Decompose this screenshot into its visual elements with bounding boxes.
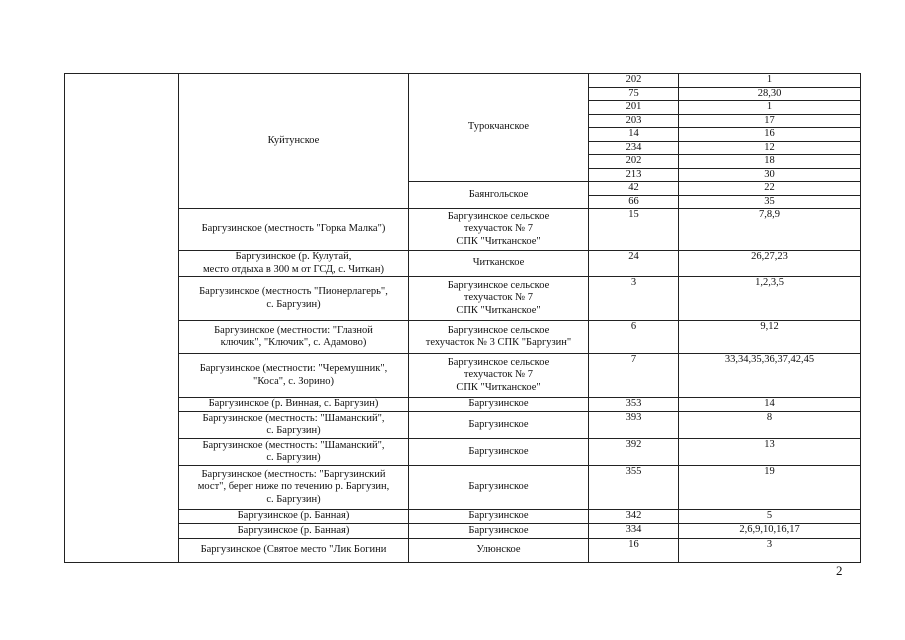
section-cell: 3 [679,539,861,563]
place-cell: Баргузинское (р. Банная) [179,524,409,539]
place-cell: Баргузинское (местности: "Черемушник", "Коса", с. Зорино) [179,354,409,398]
hunt-area-cell: Читканское [409,251,589,277]
place-cell: Баргузинское (местность: "Шаманский", с. Баргузин) [179,412,409,439]
section-cell: 17 [679,114,861,128]
quarter-cell: 16 [589,539,679,563]
place-cell: Баргузинское (р. Винная, с. Баргузин) [179,398,409,412]
hunt-area-cell: Баргузинское [409,412,589,439]
place-cell: Баргузинское (местность: "Баргузинский мост", берег ниже по течению р. Баргузин, с. Баргузин) [179,466,409,510]
quarter-cell: 3 [589,277,679,321]
section-cell: 1 [679,101,861,115]
hunt-area-cell: Баргузинское [409,524,589,539]
quarter-cell: 75 [589,87,679,101]
table-row [65,74,861,88]
section-cell: 19 [679,466,861,510]
section-cell: 16 [679,128,861,142]
section-cell: 2,6,9,10,16,17 [679,524,861,539]
sub-area-cell: Баянгольское [409,182,589,209]
quarter-cell: 66 [589,195,679,209]
section-cell: 1 [679,74,861,88]
district-cell: Куйтунское [179,74,409,209]
blank-cell [65,74,179,563]
hunt-area-cell: Баргузинское сельское техучасток № 7 СПК "Читканское" [409,209,589,251]
table-row [65,439,861,466]
quarter-cell: 42 [589,182,679,196]
table-row [65,539,861,563]
quarter-cell: 14 [589,128,679,142]
hunt-area-cell: Баргузинское [409,439,589,466]
place-cell: Баргузинское (р. Кулутай, место отдыха в 300 м от ГСД, с. Читкан) [179,251,409,277]
hunt-area-cell: Баргузинское [409,510,589,524]
hunt-area-cell: Баргузинское [409,398,589,412]
table-row [65,524,861,539]
page-number: 2 [836,563,843,578]
section-cell: 35 [679,195,861,209]
quarter-cell: 392 [589,439,679,466]
table-row [65,412,861,439]
hunt-area-cell: Баргузинское сельское техучасток № 3 СПК "Баргузин" [409,321,589,354]
section-cell: 5 [679,510,861,524]
place-cell: Баргузинское (Святое место "Лик Богини [179,539,409,563]
quarter-cell: 7 [589,354,679,398]
place-cell: Баргузинское (местность "Горка Малка") [179,209,409,251]
quarter-cell: 6 [589,321,679,354]
section-cell: 28,30 [679,87,861,101]
quarter-cell: 353 [589,398,679,412]
quarter-cell: 201 [589,101,679,115]
place-cell: Баргузинское (местность "Пионерлагерь", с. Баргузин) [179,277,409,321]
quarter-cell: 15 [589,209,679,251]
quarter-cell: 202 [589,155,679,169]
table-row [65,277,861,321]
quarter-cell: 342 [589,510,679,524]
hunt-area-cell: Баргузинское сельское техучасток № 7 СПК "Читканское" [409,277,589,321]
document-table [64,73,861,563]
section-cell: 1,2,3,5 [679,277,861,321]
quarter-cell: 355 [589,466,679,510]
quarter-cell: 203 [589,114,679,128]
quarter-cell: 234 [589,141,679,155]
quarter-cell: 334 [589,524,679,539]
section-cell: 13 [679,439,861,466]
section-cell: 30 [679,168,861,182]
section-cell: 22 [679,182,861,196]
section-cell: 12 [679,141,861,155]
section-cell: 14 [679,398,861,412]
quarter-cell: 24 [589,251,679,277]
quarter-cell: 393 [589,412,679,439]
hunt-area-cell: Баргузинское сельское техучасток № 7 СПК "Читканское" [409,354,589,398]
section-cell: 7,8,9 [679,209,861,251]
section-cell: 8 [679,412,861,439]
table-row [65,510,861,524]
place-cell: Баргузинское (местность: "Шаманский", с. Баргузин) [179,439,409,466]
quarter-cell: 202 [589,74,679,88]
section-cell: 9,12 [679,321,861,354]
hunt-area-cell: Турокчанское [409,74,589,182]
section-cell: 33,34,35,36,37,42,45 [679,354,861,398]
place-cell: Баргузинское (р. Банная) [179,510,409,524]
table-row [65,321,861,354]
section-cell: 26,27,23 [679,251,861,277]
hunt-area-cell: Улюнское [409,539,589,563]
table-row [65,466,861,510]
table-row [65,251,861,277]
place-cell: Баргузинское (местности: "Глазной ключик", "Ключик", с. Адамово) [179,321,409,354]
section-cell: 18 [679,155,861,169]
table-row [65,209,861,251]
table-row [65,398,861,412]
table-row [65,354,861,398]
hunt-area-cell: Баргузинское [409,466,589,510]
quarter-cell: 213 [589,168,679,182]
